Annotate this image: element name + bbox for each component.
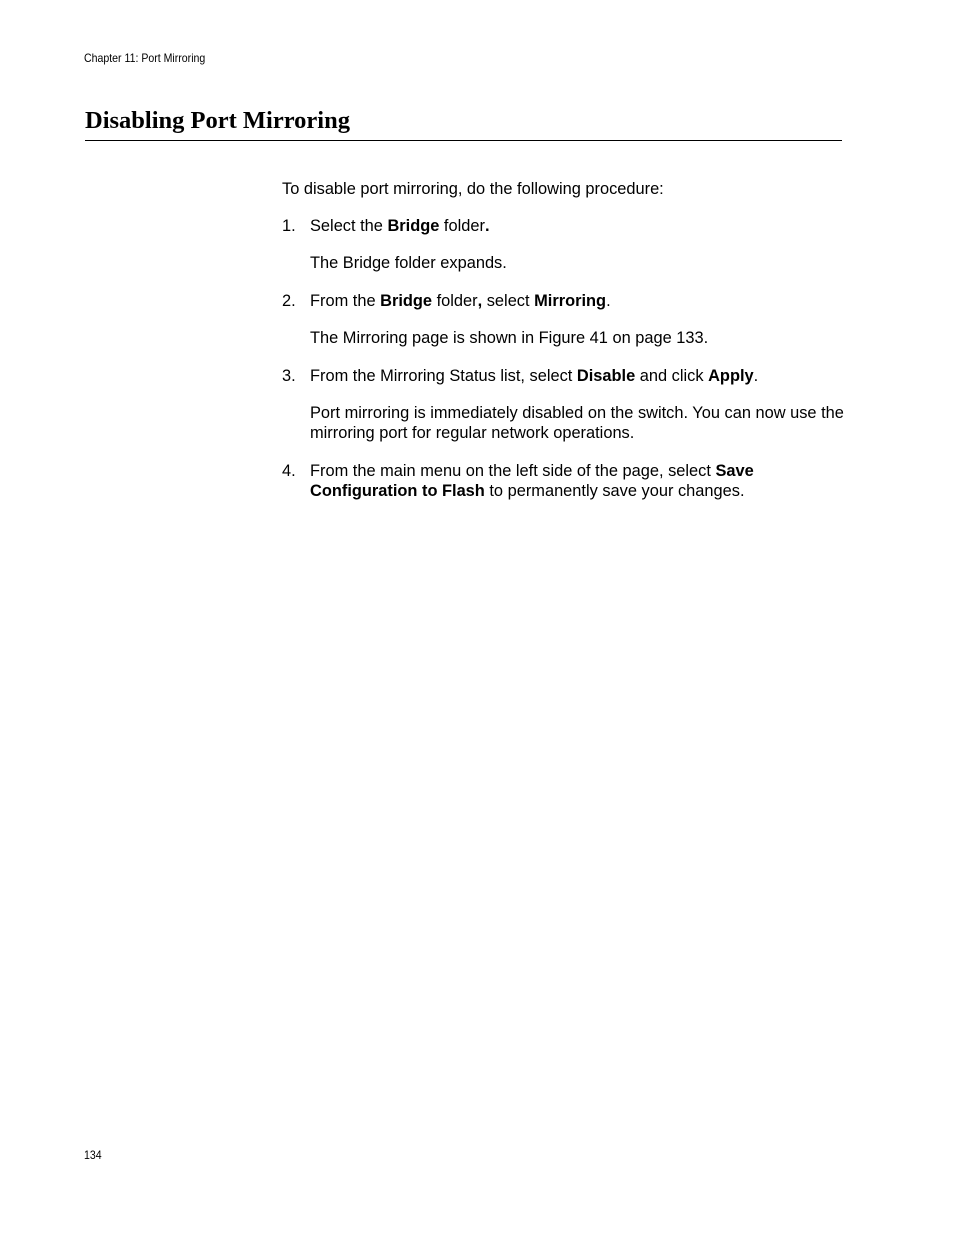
step-text-part: folder	[439, 217, 485, 235]
step-number: 4.	[282, 462, 296, 480]
step-text	[310, 216, 847, 236]
step-text-part: select	[482, 292, 535, 310]
step-text	[310, 366, 847, 386]
step-number: 2.	[282, 292, 296, 310]
ui-term-mirroring: Mirroring	[534, 292, 607, 310]
step-text-part: From the	[310, 292, 381, 310]
step-text	[310, 461, 847, 501]
step-2-result: The Mirroring page is shown in Figure 41 on page 133.	[310, 329, 709, 347]
step-text-part: From the main menu on the left side of the page, select	[310, 462, 716, 480]
step-1-result: The Bridge folder expands.	[310, 254, 507, 272]
step-text-part: ,	[477, 292, 483, 310]
ui-term-bridge: Bridge	[380, 292, 433, 310]
step-number: 3.	[282, 367, 296, 385]
ui-term-apply: Apply	[708, 367, 754, 385]
step-text-part: Select the	[310, 217, 388, 235]
step-text	[310, 291, 847, 311]
step-text-part: to permanently save your changes.	[484, 482, 745, 500]
ui-term-disable: Disable	[576, 367, 636, 385]
step-text-part: .	[753, 367, 759, 385]
page-number: 134	[84, 1148, 102, 1162]
section-title: Disabling Port Mirroring	[85, 107, 350, 134]
intro-paragraph: To disable port mirroring, do the following procedure:	[282, 180, 664, 198]
step-text-part: folder	[432, 292, 478, 310]
step-text-part: .	[606, 292, 611, 310]
step-text-part: .	[484, 217, 490, 235]
step-text-part: and click	[635, 367, 709, 385]
title-rule	[85, 140, 842, 141]
running-header: Chapter 11: Port Mirroring	[84, 51, 206, 65]
step-number: 1.	[282, 217, 296, 235]
ui-term-save-configuration: Save Configuration to Flash	[310, 462, 754, 500]
step-3-result: Port mirroring is immediately disabled on the switch. You can now use the mirroring port for regular network operations.	[310, 404, 844, 442]
step-text-part: From the Mirroring Status list, select	[310, 367, 577, 385]
ui-term-bridge: Bridge	[387, 217, 440, 235]
